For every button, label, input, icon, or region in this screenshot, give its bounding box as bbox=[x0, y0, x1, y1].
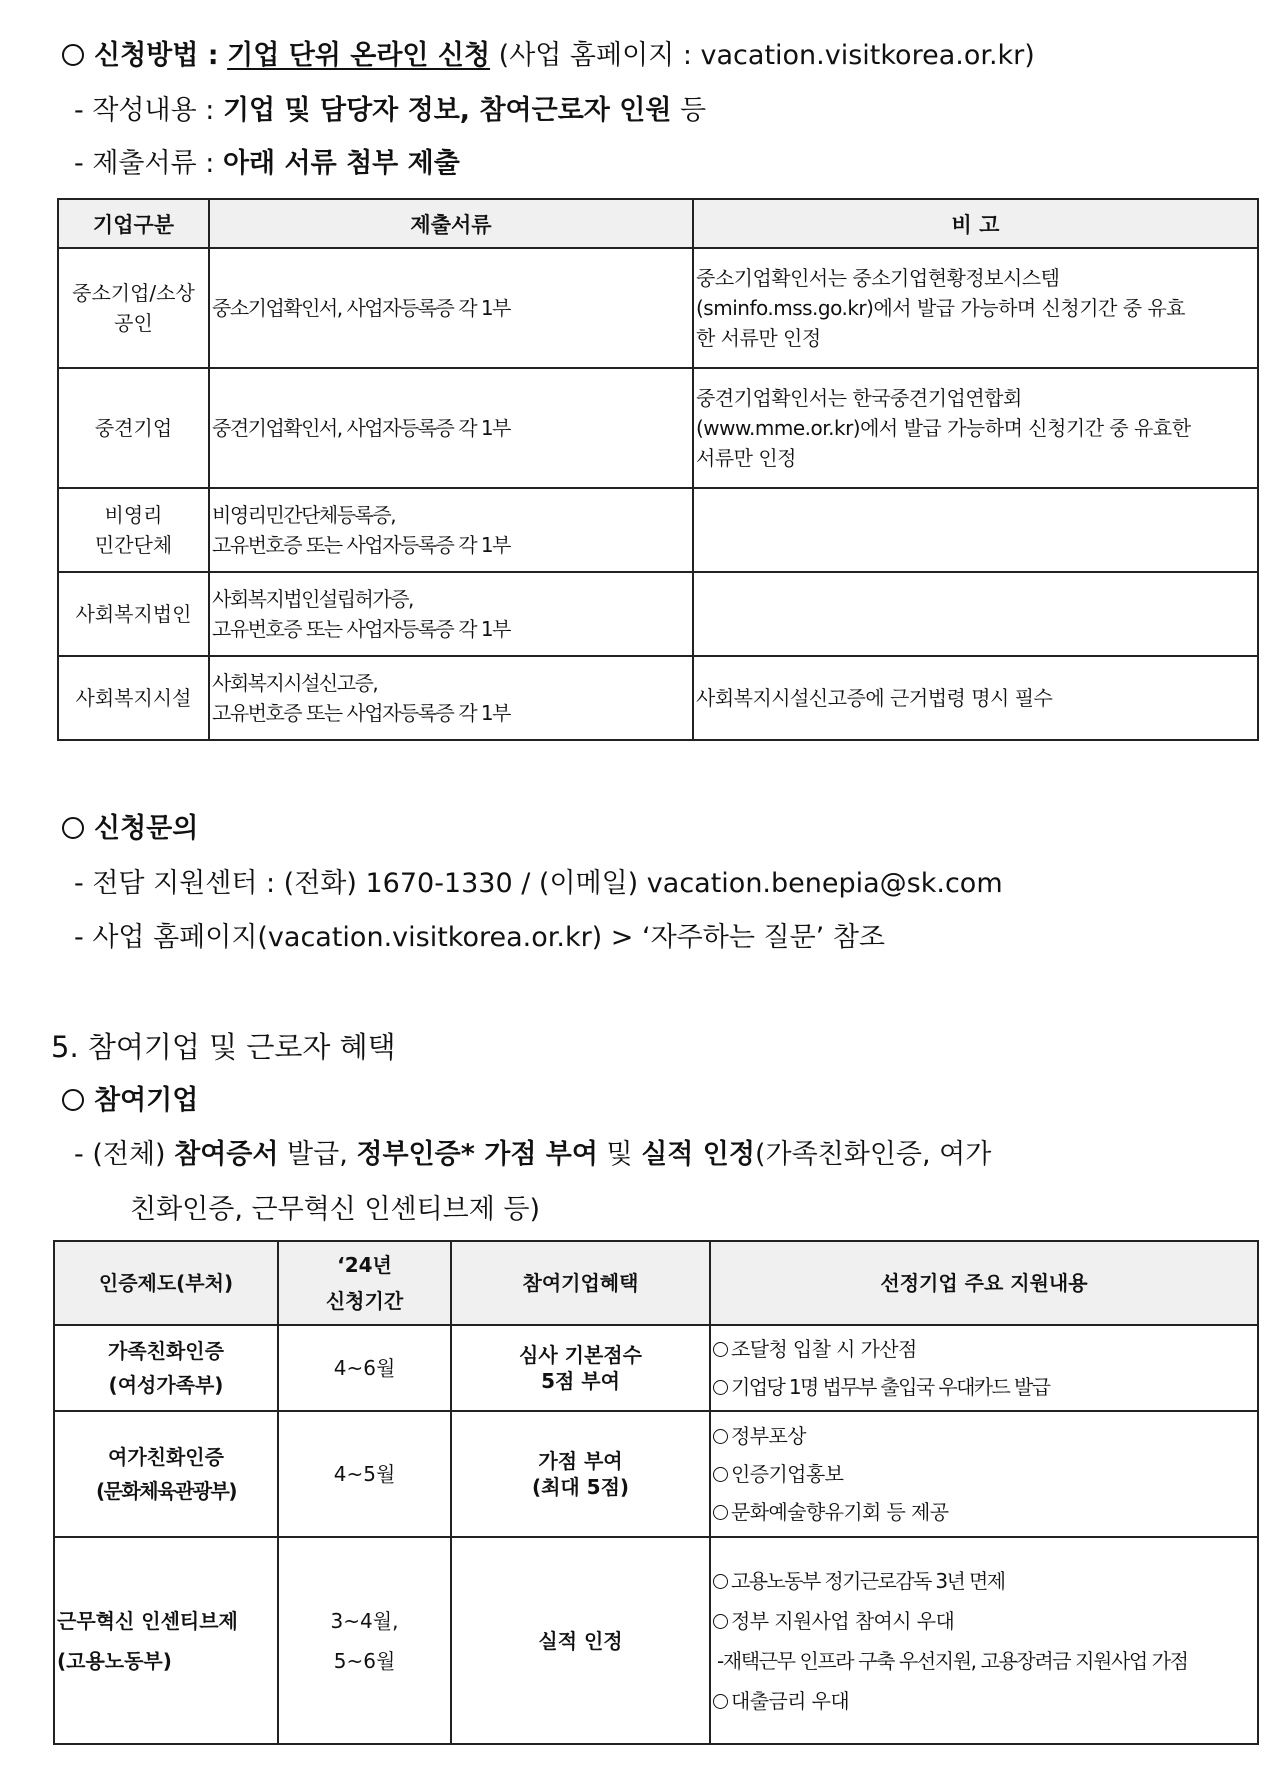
inquiry-title: 신청문의 bbox=[62, 815, 198, 842]
support-cell: 조달청 입찰 시 가산점 기업당 1명 법무부 출입국 우대카드 발급 bbox=[710, 1325, 1258, 1411]
inquiry-line-1: - 전담 지원센터 : (전화) 1670-1330 / (이메일) vacation.benepia@sk.com bbox=[74, 868, 1003, 899]
circle-bullet-icon bbox=[713, 1429, 728, 1444]
company-type-cell: 중소기업/소상 공인 bbox=[58, 248, 209, 368]
table-row bbox=[54, 1537, 1258, 1744]
docs-value: 아래 서류 첨부 제출 bbox=[222, 148, 460, 179]
header-benefit: 참여기업혜택 bbox=[451, 1241, 710, 1325]
period-cell: 4~5월 bbox=[278, 1411, 451, 1537]
support-cell: 고용노동부 정기근로감독 3년 면제 정부 지원사업 참여시 우대 -재택근무 인프라 구축 우선지원, 고용장려금 지원사업 가점 대출금리 우대 bbox=[710, 1537, 1258, 1744]
company-type-cell: 사회복지시설 bbox=[58, 656, 209, 740]
docs-label: - 제출서류 : bbox=[74, 148, 215, 179]
certification-cell: 근무혁신 인센티브제 (고용노동부) bbox=[54, 1537, 278, 1744]
table-row bbox=[54, 1411, 1258, 1537]
documents-cell: 중견기업확인서, 사업자등록증 각 1부 bbox=[209, 368, 693, 488]
table-row bbox=[58, 572, 1258, 656]
content-value: 기업 및 담당자 정보, 참여근로자 인원 bbox=[222, 95, 672, 126]
table-row bbox=[58, 656, 1258, 740]
certification-cell: 가족친화인증 (여성가족부) bbox=[54, 1325, 278, 1411]
content-suffix: 등 bbox=[680, 95, 707, 126]
circle-bullet-icon bbox=[713, 1614, 728, 1629]
circle-bullet-icon bbox=[62, 44, 84, 66]
circle-bullet-icon bbox=[62, 1089, 84, 1111]
table-header-row bbox=[58, 199, 1258, 248]
circle-bullet-icon bbox=[713, 1380, 728, 1395]
header-company-type: 기업구분 bbox=[58, 199, 209, 248]
company-type-cell: 비영리 민간단체 bbox=[58, 488, 209, 572]
table-row bbox=[58, 368, 1258, 488]
table-row bbox=[58, 248, 1258, 368]
documents-cell: 비영리민간단체등록증, 고유번호증 또는 사업자등록증 각 1부 bbox=[209, 488, 693, 572]
table-row bbox=[54, 1325, 1258, 1411]
participating-company-title: 참여기업 bbox=[62, 1087, 198, 1114]
section-heading: 5. 참여기업 및 근로자 혜택 bbox=[51, 1030, 396, 1064]
remarks-cell bbox=[693, 488, 1258, 572]
documents-cell: 사회복지법인설립허가증, 고유번호증 또는 사업자등록증 각 1부 bbox=[209, 572, 693, 656]
header-certification: 인증제도(부처) bbox=[54, 1241, 278, 1325]
inquiry-line-2: - 사업 홈페이지(vacation.visitkorea.or.kr) > ‘자주하는 질문’ 참조 bbox=[74, 922, 885, 953]
content-label: - 작성내용 : bbox=[74, 95, 215, 126]
remarks-cell: 중소기업확인서는 중소기업현황정보시스템 (sminfo.mss.go.kr)에서 발급 가능하며 신청기간 중 유효 한 서류만 인정 bbox=[693, 248, 1258, 368]
content-line bbox=[74, 97, 706, 124]
header-period: ‘24년 신청기간 bbox=[278, 1241, 451, 1325]
remarks-cell: 사회복지시설신고증에 근거법령 명시 필수 bbox=[693, 656, 1258, 740]
period-cell: 4~6월 bbox=[278, 1325, 451, 1411]
circle-bullet-icon bbox=[713, 1505, 728, 1520]
circle-bullet-icon bbox=[713, 1694, 728, 1709]
documents-cell: 중소기업확인서, 사업자등록증 각 1부 bbox=[209, 248, 693, 368]
period-cell: 3~4월, 5~6월 bbox=[278, 1537, 451, 1744]
website-note: (사업 홈페이지 : vacation.visitkorea.or.kr) bbox=[498, 40, 1035, 71]
benefit-paragraph-line-2: 친화인증, 근무혁신 인센티브제 등) bbox=[130, 1194, 541, 1225]
header-support: 선정기업 주요 지원내용 bbox=[710, 1241, 1258, 1325]
certification-table bbox=[53, 1240, 1259, 1745]
header-documents: 제출서류 bbox=[209, 199, 693, 248]
header-remarks: 비 고 bbox=[693, 199, 1258, 248]
circle-bullet-icon bbox=[713, 1467, 728, 1482]
table-row bbox=[58, 488, 1258, 572]
company-type-cell: 중견기업 bbox=[58, 368, 209, 488]
company-type-cell: 사회복지법인 bbox=[58, 572, 209, 656]
circle-bullet-icon bbox=[713, 1574, 728, 1589]
benefit-paragraph-line-1: - (전체) 참여증서 발급, 정부인증* 가점 부여 및 실적 인정(가족친화인증, 여가 bbox=[74, 1139, 992, 1170]
documents-table bbox=[57, 198, 1259, 741]
benefit-cell: 실적 인정 bbox=[451, 1537, 710, 1744]
benefit-cell: 심사 기본점수 5점 부여 bbox=[451, 1325, 710, 1411]
remarks-cell: 중견기업확인서는 한국중견기업연합회 (www.mme.or.kr)에서 발급 가능하며 신청기간 중 유효한 서류만 인정 bbox=[693, 368, 1258, 488]
docs-line bbox=[74, 150, 460, 177]
remarks-cell bbox=[693, 572, 1258, 656]
benefit-cell: 가점 부여 (최대 5점) bbox=[451, 1411, 710, 1537]
circle-bullet-icon bbox=[62, 817, 84, 839]
application-method-line bbox=[62, 42, 1035, 69]
application-method-value: 기업 단위 온라인 신청 bbox=[227, 40, 491, 71]
certification-cell: 여가친화인증 (문화체육관광부) bbox=[54, 1411, 278, 1537]
table-header-row bbox=[54, 1241, 1258, 1325]
support-cell: 정부포상 인증기업홍보 문화예술향유기회 등 제공 bbox=[710, 1411, 1258, 1537]
application-method-label: 신청방법 : bbox=[94, 40, 219, 71]
documents-cell: 사회복지시설신고증, 고유번호증 또는 사업자등록증 각 1부 bbox=[209, 656, 693, 740]
circle-bullet-icon bbox=[713, 1342, 728, 1357]
